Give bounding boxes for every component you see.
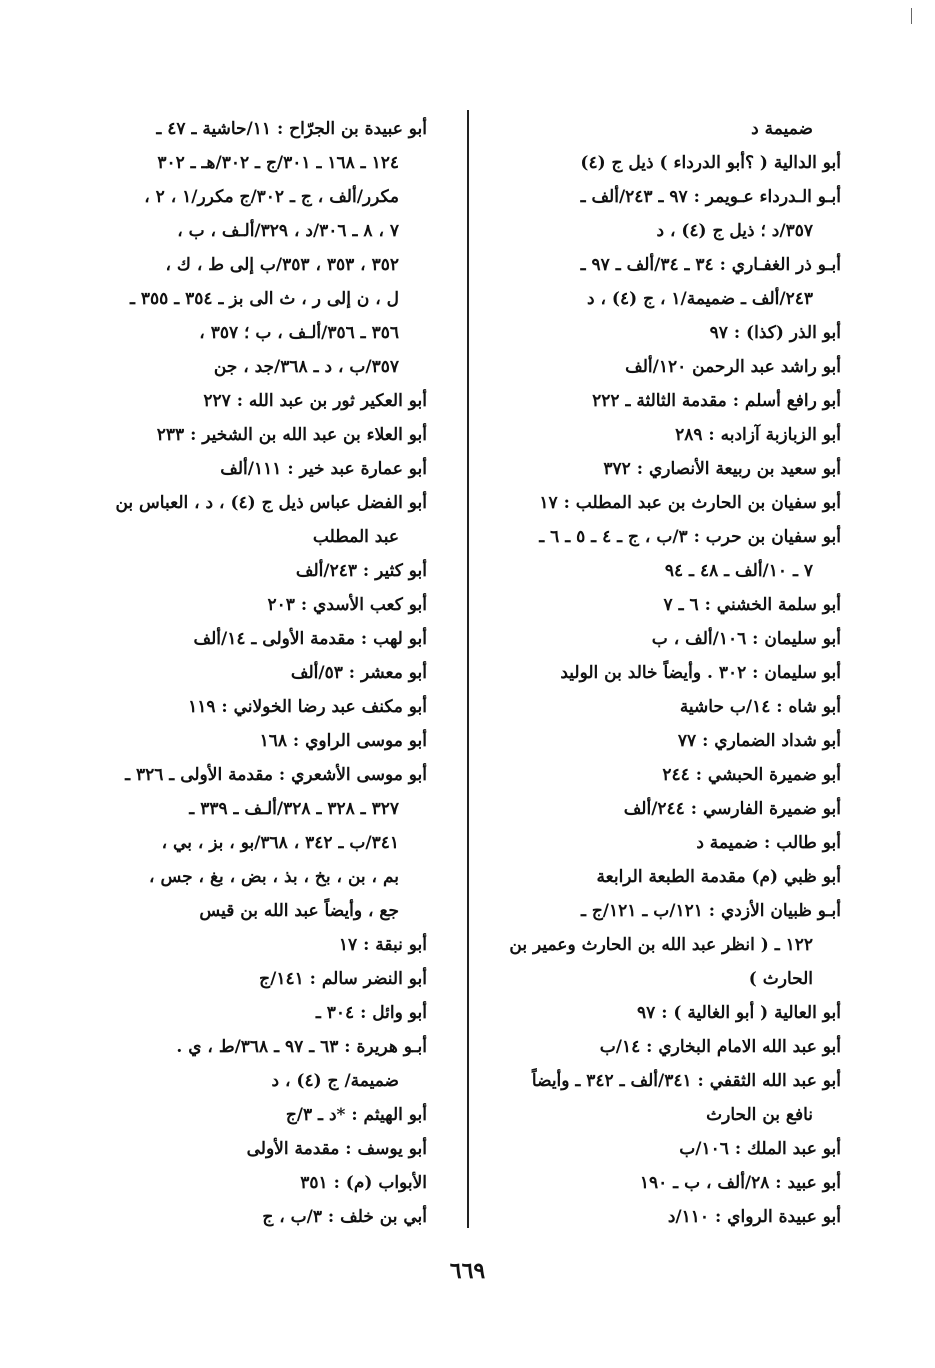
index-entry-line: أبو ضميرة الحبشي : ٢٤٤: [662, 765, 841, 785]
index-entry-line: ٣٤١/ب ـ ٣٤٢ ، ٣٦٨/بو ، بز ، بي ،: [161, 833, 399, 853]
index-entry-line: أبو راشد عبد الرحمن ١٢٠/ألف: [625, 357, 841, 377]
index-entry-line: أبو ضميرة الفارسي : ٢٤٤/ألف: [623, 799, 841, 819]
index-entry-line: الحارث ): [748, 969, 813, 989]
index-entry-line: ضميمة/ ج (٤) ، د: [271, 1071, 399, 1091]
index-entry-line: أبو الذر (كذا) : ٩٧: [709, 323, 841, 343]
index-entry-line: أبو رافع أسلم : مقدمة الثالثة ـ ٢٢٢: [592, 391, 841, 411]
page-number: ٦٦٩: [449, 1258, 486, 1284]
index-entry-line: أبو النضر سالم : ١٤١/ج: [259, 969, 427, 989]
index-entry-line: أبو يوسف : مقدمة الأولى: [246, 1139, 427, 1159]
index-entry-line: أبو مكنف عبد رضا الخولاني : ١١٩: [188, 697, 427, 717]
index-entry-line: نافع بن الحارث: [706, 1105, 813, 1125]
index-entry-line: أبو شداد الضماري : ٧٧: [677, 731, 841, 751]
index-entry-line: أبو سليمان : ١٠٦/ألف ، ب: [651, 629, 841, 649]
index-entry-line: أبو ظبي (م) مقدمة الطبعة الرابعة: [596, 867, 841, 887]
index-entry-line: أبو سليمان : ٣٠٢ . وأيضاً خالد بن الوليد: [560, 663, 841, 683]
index-entry-line: ٣٥٦ ـ ٣٥٦/ألـف ، ب ؛ ٣٥٧ ،: [199, 323, 399, 343]
index-entry-line: أبـو ظبيان الأزدي : ١٢١/ب ـ ١٢١/ج ـ: [580, 901, 841, 921]
index-entry-line: أبو نبقة : ١٧: [338, 935, 427, 955]
index-entry-line: أبو وائل : ٣٠٤ ـ: [315, 1003, 427, 1023]
index-entry-line: أبو الزبازبة آزادبه : ٢٨٩: [675, 425, 841, 445]
index-entry-line: أبو عبيدة بن الجرّاح : ١١/حاشية ـ ٤٧ ـ: [156, 119, 427, 139]
index-entry-line: أبو موسى الأشعري : مقدمة الأولى ـ ٣٢٦ ـ: [125, 765, 427, 785]
index-entry-line: ضميمة د: [751, 119, 813, 139]
index-entry-line: الأبواب (م) : ٣٥١: [300, 1173, 427, 1193]
index-entry-line: أبو كثير : ٢٤٣/ألف: [295, 561, 427, 581]
index-entry-line: أبـو الـدرداء عـويمر : ٩٧ ـ ٢٤٣/ألف ـ: [580, 187, 841, 207]
index-entry-line: ٣٥٧/د ؛ ذيل ج (٤) ، د: [656, 221, 813, 241]
index-entry-line: جع ، وأيضاً عبد الله بن قيس: [199, 901, 399, 921]
index-entry-line: أبو العلاء بن عبد الله بن الشخير : ٢٣٣: [156, 425, 427, 445]
index-entry-line: أبـو ذر الغفـاري : ٣٤ ـ ٣٤/ألف ـ ٩٧ ـ: [580, 255, 841, 275]
index-entry-line: أبو معشر : ٥٣/ألف: [290, 663, 427, 683]
index-entry-line: أبو سعيد بن ربيعة الأنصاري : ٣٧٢: [603, 459, 841, 479]
index-entry-line: أبو طالب : ضميمة د: [696, 833, 841, 853]
index-entry-line: ٢٤٣/ألف ـ ضميمة/١ ، ج (٤) ، د: [587, 289, 813, 309]
index-entry-line: أبو عبيدة الرواي : ١١٠/د: [667, 1207, 841, 1227]
scan-mark: [911, 8, 920, 24]
index-entry-line: ١٢٢ ـ ( انظر عبد الله بن الحارث وعمير بن: [509, 935, 813, 955]
index-entry-line: عبد المطلب: [312, 527, 399, 547]
index-entry-line: أبـو هريرة : ٦٣ ـ ٩٧ ـ ٣٦٨/ط ، ي .: [176, 1037, 427, 1057]
index-entry-line: أبو عبد الله الامام البخاري : ١٤/ب: [599, 1037, 841, 1057]
column-divider: [467, 110, 469, 1228]
index-entry-line: ٣٥٧/ب ، د ـ ٣٦٨/جد ، جن: [213, 357, 399, 377]
index-entry-line: مكرر/ألف ، ج ـ ٣٠٢/ج مكرر/١ ، ٢ ،: [144, 187, 399, 207]
index-entry-line: أبو موسى الراوي : ١٦٨: [259, 731, 427, 751]
index-entry-line: أبو عمارة عبد خير : ١١١/ألف: [220, 459, 427, 479]
index-entry-line: أبو سفيان بن الحارث بن عبد المطلب : ١٧: [539, 493, 841, 513]
index-entry-line: أبو شاه : ١٤/ب حاشية: [679, 697, 841, 717]
index-entry-line: أبو الفضل عباس ذيل ج (٤) ، د ، العباس بن: [115, 493, 427, 513]
index-entry-line: ٣٢٧ ـ ٣٢٨ ـ ٣٢٨/ألـف ـ ٣٣٩ ـ: [189, 799, 399, 819]
index-entry-line: أبو عبد الملك : ١٠٦/ب: [679, 1139, 841, 1159]
index-entry-line: ٣٥٢ ، ٣٥٣ ، ٣٥٣/ب إلى ط ، ك ،: [165, 255, 399, 275]
index-entry-line: أبو عبد الله الثقفي : ٣٤١/ألف ـ ٣٤٢ ـ وأيضاً: [531, 1071, 841, 1091]
index-entry-line: ل ، ن إلى ر ، ث الى بز ـ ٣٥٤ ـ ٣٥٥ ـ: [130, 289, 399, 309]
index-entry-line: ٧ ، ٨ ـ ٣٠٦/د ، ٣٢٩/ألـف ، ب ،: [177, 221, 399, 241]
index-column-left: [89, 112, 427, 1234]
index-entry-line: بم ، بن ، بخ ، بذ ، بض ، بغ ، جس ،: [149, 867, 399, 887]
index-entry-line: أبو العكير ثور بن عبد الله : ٢٢٧: [203, 391, 427, 411]
index-entry-line: أبو الدالية ( ؟أبو الدرداء ) ذيل ج (٤): [580, 153, 841, 173]
index-entry-line: أبو العالية ( أبو الغالية ) : ٩٧: [637, 1003, 841, 1023]
index-entry-line: أبو لهب : مقدمة الأولى ـ ١٤/ألف: [193, 629, 427, 649]
index-entry-line: أبو الهيثم : *د ـ ٣/ج: [285, 1105, 427, 1125]
index-entry-line: أبو كعب الأسدي : ٢٠٣: [267, 595, 427, 615]
index-column-right: [498, 112, 841, 1234]
index-entry-line: أبو سلمة الخشني : ٦ ـ ٧: [663, 595, 841, 615]
index-entry-line: أبو سفيان بن حرب : ٣/ب ، ج ـ ٤ ـ ٥ ـ ٦ ـ: [539, 527, 841, 547]
index-entry-line: أبي بن خلف : ٣/ب ، ج: [262, 1207, 427, 1227]
index-entry-line: ٧ ـ ١٠/ألف ـ ٤٨ ـ ٩٤: [664, 561, 813, 581]
index-entry-line: ١٢٤ ـ ١٦٨ ـ ٣٠١/ج ـ ٣٠٢/هـ ـ ٣٠٢: [157, 153, 399, 173]
index-entry-line: أبو عبيد : ٢٨/ألف ، ب ـ ١٩٠: [639, 1173, 841, 1193]
